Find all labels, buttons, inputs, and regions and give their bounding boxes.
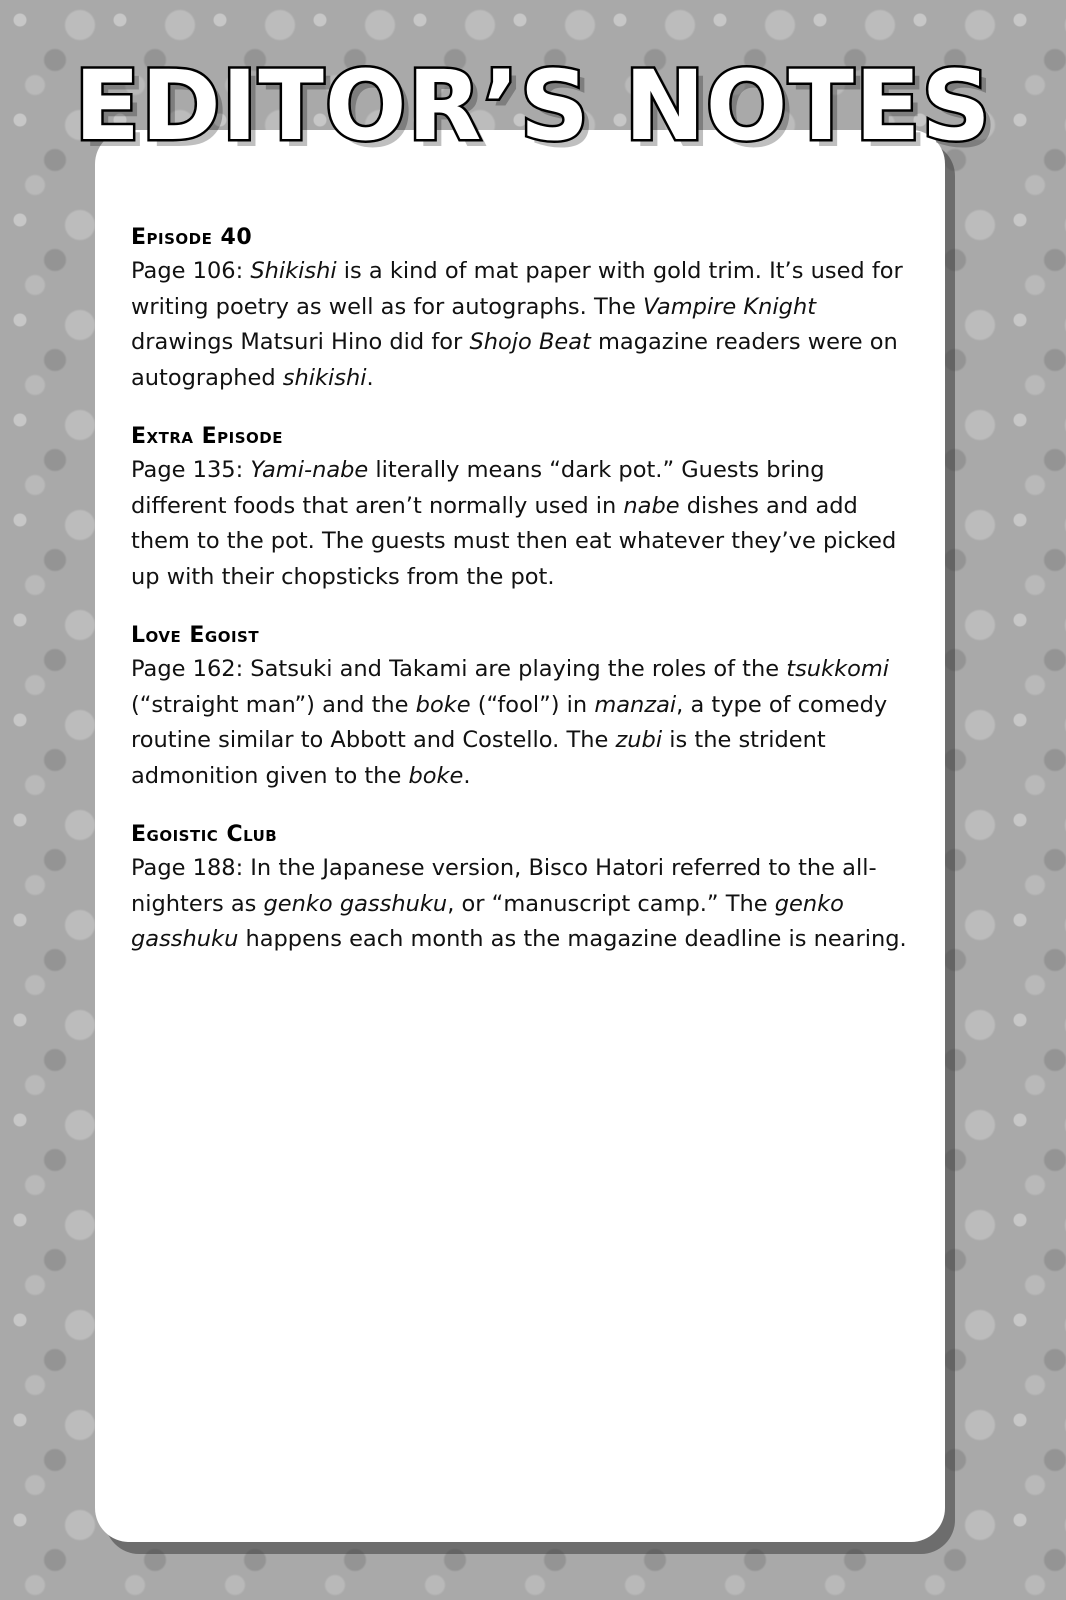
note-body bbox=[131, 453, 921, 595]
note-heading: Egoistic Club bbox=[131, 822, 278, 847]
text-run: Page 106: bbox=[131, 258, 251, 284]
italic-term: Shojo Beat bbox=[469, 329, 591, 355]
page-title: EDITOR’S NOTES bbox=[74, 50, 992, 162]
text-run: Page 135: bbox=[131, 457, 251, 483]
text-run: magazine readers were on autographed bbox=[131, 329, 898, 391]
note-body bbox=[131, 851, 921, 958]
note-extra-episode bbox=[131, 424, 921, 595]
italic-term: boke bbox=[408, 762, 464, 789]
text-run: , a type of comedy routine similar to Abbott and Costello. The bbox=[131, 691, 888, 753]
text-run: drawings Matsuri Hino did for bbox=[131, 329, 470, 355]
text-run: Page 188: In the Japanese version, Bisco Hatori referred to the all-nighters as bbox=[131, 855, 877, 917]
text-run: Page 162: Satsuki and Takami are playing the roles of the bbox=[131, 656, 787, 682]
note-episode-40 bbox=[131, 225, 921, 396]
italic-term: boke bbox=[415, 691, 471, 718]
note-heading: Episode 40 bbox=[131, 225, 253, 250]
note-egoistic-club bbox=[131, 822, 921, 958]
italic-term: Yami-nabe bbox=[250, 457, 369, 483]
italic-term: shikishi bbox=[282, 364, 367, 391]
text-run: dishes and add them to the pot. The guests must then eat whatever they’ve picked up with their chopsticks from the pot. bbox=[131, 492, 897, 590]
italic-term: Shikishi bbox=[250, 258, 337, 284]
text-run: is the strident admonition given to the bbox=[131, 727, 826, 789]
text-run: , or “manuscript camp.” The bbox=[447, 890, 775, 917]
note-heading: Extra Episode bbox=[131, 424, 283, 449]
italic-term: Vampire Knight bbox=[642, 293, 817, 320]
text-run: is a kind of mat paper with gold trim. It’s used for writing poetry as well as for autographs. The bbox=[131, 258, 903, 320]
text-run: literally means “dark pot.” Guests bring different foods that aren’t normally used in bbox=[131, 457, 825, 519]
italic-term: genko gasshuku bbox=[263, 890, 448, 917]
note-love-egoist bbox=[131, 623, 921, 794]
italic-term: manzai bbox=[594, 691, 677, 718]
italic-term: nabe bbox=[623, 492, 680, 519]
text-run: . bbox=[463, 762, 471, 789]
text-run: . bbox=[366, 364, 374, 391]
italic-term: tsukkomi bbox=[786, 656, 890, 682]
italic-term: zubi bbox=[615, 727, 663, 753]
text-run: (“straight man”) and the bbox=[131, 691, 416, 718]
text-run: happens each month as the magazine deadline is nearing. bbox=[238, 926, 907, 952]
italic-term: genko gasshuku bbox=[131, 890, 844, 952]
note-heading: Love Egoist bbox=[131, 623, 260, 648]
notes-list bbox=[131, 225, 921, 986]
text-run: (“fool”) in bbox=[470, 691, 595, 718]
note-body bbox=[131, 254, 921, 396]
note-body bbox=[131, 652, 921, 794]
